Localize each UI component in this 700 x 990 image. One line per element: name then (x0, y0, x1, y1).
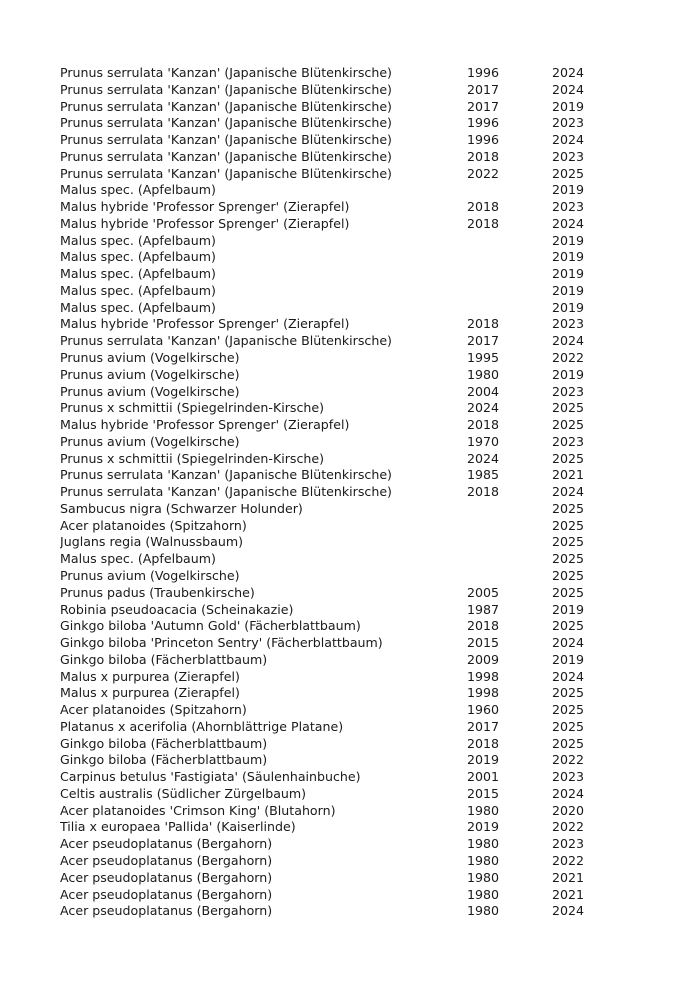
year-cell: 2022 (552, 819, 585, 835)
species-cell: Prunus serrulata 'Kanzan' (Japanische Blütenkirsche) (60, 148, 392, 164)
year-cell: 2025 (552, 165, 585, 181)
species-cell: Tilia x europaea 'Pallida' (Kaiserlinde) (60, 819, 296, 835)
species-cell: Prunus avium (Vogelkirsche) (60, 366, 240, 382)
planted-year-cell: 2022 (467, 165, 500, 181)
table-row (60, 903, 620, 920)
year-cell: 2023 (552, 316, 585, 332)
table-row (60, 417, 620, 434)
year-cell: 2024 (552, 333, 585, 349)
planted-year-cell: 2018 (467, 417, 500, 433)
year-cell: 2025 (552, 702, 585, 718)
planted-year-cell: 2017 (467, 718, 500, 734)
species-cell: Carpinus betulus 'Fastigiata' (Säulenhainbuche) (60, 769, 361, 785)
year-cell: 2025 (552, 500, 585, 516)
planted-year-cell: 2001 (467, 769, 500, 785)
year-cell: 2023 (552, 383, 585, 399)
species-cell: Malus spec. (Apfelbaum) (60, 299, 216, 315)
planted-year-cell: 2004 (467, 383, 500, 399)
species-cell: Prunus serrulata 'Kanzan' (Japanische Blütenkirsche) (60, 98, 392, 114)
species-cell: Prunus serrulata 'Kanzan' (Japanische Blütenkirsche) (60, 467, 392, 483)
year-cell: 2019 (552, 249, 585, 265)
planted-year-cell: 1998 (467, 668, 500, 684)
species-cell: Malus hybride 'Professor Sprenger' (Zierapfel) (60, 215, 350, 231)
species-cell: Malus x purpurea (Zierapfel) (60, 685, 240, 701)
year-cell: 2021 (552, 467, 585, 483)
year-cell: 2019 (552, 182, 585, 198)
year-cell: 2024 (552, 215, 585, 231)
year-cell: 2025 (552, 534, 585, 550)
year-cell: 2021 (552, 886, 585, 902)
species-cell: Acer platanoides 'Crimson King' (Blutahorn) (60, 802, 336, 818)
species-cell: Platanus x acerifolia (Ahornblättrige Platane) (60, 718, 344, 734)
table-row (60, 115, 620, 132)
species-cell: Sambucus nigra (Schwarzer Holunder) (60, 500, 303, 516)
species-cell: Prunus padus (Traubenkirsche) (60, 584, 255, 600)
planted-year-cell: 2018 (467, 316, 500, 332)
year-cell: 2023 (552, 199, 585, 215)
table-row (60, 534, 620, 551)
species-cell: Prunus serrulata 'Kanzan' (Japanische Blütenkirsche) (60, 81, 392, 97)
table-row (60, 702, 620, 719)
planted-year-cell: 2017 (467, 98, 500, 114)
species-cell: Prunus serrulata 'Kanzan' (Japanische Blütenkirsche) (60, 165, 392, 181)
species-cell: Malus spec. (Apfelbaum) (60, 182, 216, 198)
planted-year-cell: 1995 (467, 350, 500, 366)
table-row (60, 551, 620, 568)
table-row (60, 836, 620, 853)
species-cell: Ginkgo biloba 'Princeton Sentry' (Fächerblattbaum) (60, 635, 383, 651)
species-cell: Prunus x schmittii (Spiegelrinden-Kirsche) (60, 450, 325, 466)
table-row (60, 182, 620, 199)
planted-year-cell: 2018 (467, 484, 500, 500)
year-cell: 2025 (552, 685, 585, 701)
table-row (60, 283, 620, 300)
table-row (60, 149, 620, 166)
table-row (60, 484, 620, 501)
species-cell: Celtis australis (Südlicher Zürgelbaum) (60, 785, 307, 801)
table-row (60, 669, 620, 686)
species-cell: Prunus serrulata 'Kanzan' (Japanische Blütenkirsche) (60, 115, 392, 131)
planted-year-cell: 1980 (467, 886, 500, 902)
table-row (60, 400, 620, 417)
table-row (60, 819, 620, 836)
species-cell: Acer platanoides (Spitzahorn) (60, 702, 247, 718)
year-cell: 2024 (552, 484, 585, 500)
table-row (60, 501, 620, 518)
planted-year-cell: 2017 (467, 81, 500, 97)
year-cell: 2024 (552, 65, 585, 80)
table-row (60, 652, 620, 669)
species-cell: Malus spec. (Apfelbaum) (60, 551, 216, 567)
table-row (60, 769, 620, 786)
table-row (60, 367, 620, 384)
table-row (60, 585, 620, 602)
table-row (60, 853, 620, 870)
planted-year-cell: 1985 (467, 467, 500, 483)
species-cell: Malus spec. (Apfelbaum) (60, 266, 216, 282)
species-cell: Malus spec. (Apfelbaum) (60, 232, 216, 248)
year-cell: 2025 (552, 718, 585, 734)
planted-year-cell: 1980 (467, 903, 500, 919)
year-cell: 2024 (552, 81, 585, 97)
table-row (60, 451, 620, 468)
table-row (60, 199, 620, 216)
year-cell: 2025 (552, 551, 585, 567)
species-cell: Prunus serrulata 'Kanzan' (Japanische Blütenkirsche) (60, 65, 392, 80)
table-row (60, 233, 620, 250)
year-cell: 2020 (552, 802, 585, 818)
species-cell: Juglans regia (Walnussbaum) (60, 534, 244, 550)
species-cell: Acer pseudoplatanus (Bergahorn) (60, 836, 273, 852)
tree-table (60, 65, 620, 920)
species-cell: Acer pseudoplatanus (Bergahorn) (60, 903, 273, 919)
species-cell: Prunus avium (Vogelkirsche) (60, 567, 240, 583)
year-cell: 2025 (552, 417, 585, 433)
planted-year-cell: 2019 (467, 819, 500, 835)
planted-year-cell: 1980 (467, 366, 500, 382)
species-cell: Malus spec. (Apfelbaum) (60, 282, 216, 298)
planted-year-cell: 2018 (467, 618, 500, 634)
year-cell: 2024 (552, 668, 585, 684)
species-cell: Acer pseudoplatanus (Bergahorn) (60, 886, 273, 902)
species-cell: Robinia pseudoacacia (Scheinakazie) (60, 601, 294, 617)
table-row (60, 635, 620, 652)
table-row (60, 736, 620, 753)
planted-year-cell: 1980 (467, 852, 500, 868)
species-cell: Prunus serrulata 'Kanzan' (Japanische Blütenkirsche) (60, 333, 392, 349)
planted-year-cell: 2024 (467, 450, 500, 466)
year-cell: 2019 (552, 98, 585, 114)
year-cell: 2025 (552, 735, 585, 751)
planted-year-cell: 1970 (467, 433, 500, 449)
table-row (60, 384, 620, 401)
species-cell: Ginkgo biloba (Fächerblattbaum) (60, 735, 268, 751)
table-row (60, 568, 620, 585)
planted-year-cell: 1980 (467, 869, 500, 885)
planted-year-cell: 2015 (467, 785, 500, 801)
year-cell: 2024 (552, 635, 585, 651)
species-cell: Prunus avium (Vogelkirsche) (60, 383, 240, 399)
table-row (60, 266, 620, 283)
species-cell: Prunus avium (Vogelkirsche) (60, 433, 240, 449)
species-cell: Prunus serrulata 'Kanzan' (Japanische Blütenkirsche) (60, 484, 392, 500)
year-cell: 2023 (552, 836, 585, 852)
planted-year-cell: 1980 (467, 836, 500, 852)
year-cell: 2021 (552, 869, 585, 885)
year-cell: 2019 (552, 601, 585, 617)
table-row (60, 719, 620, 736)
species-cell: Acer pseudoplatanus (Bergahorn) (60, 852, 273, 868)
species-cell: Prunus avium (Vogelkirsche) (60, 350, 240, 366)
planted-year-cell: 1996 (467, 115, 500, 131)
planted-year-cell: 2024 (467, 400, 500, 416)
species-cell: Malus hybride 'Professor Sprenger' (Zierapfel) (60, 417, 350, 433)
year-cell: 2019 (552, 266, 585, 282)
planted-year-cell: 1980 (467, 802, 500, 818)
planted-year-cell: 2015 (467, 635, 500, 651)
year-cell: 2019 (552, 282, 585, 298)
table-row (60, 132, 620, 149)
year-cell: 2024 (552, 903, 585, 919)
species-cell: Ginkgo biloba (Fächerblattbaum) (60, 651, 268, 667)
table-row (60, 752, 620, 769)
planted-year-cell: 2017 (467, 333, 500, 349)
table-row (60, 82, 620, 99)
table-row (60, 870, 620, 887)
year-cell: 2025 (552, 450, 585, 466)
planted-year-cell: 2019 (467, 752, 500, 768)
year-cell: 2022 (552, 852, 585, 868)
planted-year-cell: 1998 (467, 685, 500, 701)
table-row (60, 300, 620, 317)
species-cell: Ginkgo biloba 'Autumn Gold' (Fächerblattbaum) (60, 618, 361, 634)
planted-year-cell: 2005 (467, 584, 500, 600)
year-cell: 2023 (552, 769, 585, 785)
species-cell: Prunus serrulata 'Kanzan' (Japanische Blütenkirsche) (60, 132, 392, 148)
table-row (60, 166, 620, 183)
table-row (60, 65, 620, 82)
year-cell: 2019 (552, 651, 585, 667)
table-row (60, 333, 620, 350)
planted-year-cell: 1987 (467, 601, 500, 617)
species-cell: Ginkgo biloba (Fächerblattbaum) (60, 752, 268, 768)
table-row (60, 434, 620, 451)
planted-year-cell: 2018 (467, 148, 500, 164)
year-cell: 2024 (552, 785, 585, 801)
species-cell: Acer platanoides (Spitzahorn) (60, 517, 247, 533)
table-row (60, 316, 620, 333)
planted-year-cell: 2018 (467, 215, 500, 231)
year-cell: 2019 (552, 299, 585, 315)
year-cell: 2022 (552, 350, 585, 366)
year-cell: 2023 (552, 115, 585, 131)
species-cell: Malus x purpurea (Zierapfel) (60, 668, 240, 684)
year-cell: 2025 (552, 400, 585, 416)
planted-year-cell: 2018 (467, 199, 500, 215)
species-cell: Malus spec. (Apfelbaum) (60, 249, 216, 265)
table-row (60, 467, 620, 484)
planted-year-cell: 1960 (467, 702, 500, 718)
planted-year-cell: 1996 (467, 65, 500, 80)
table-row (60, 803, 620, 820)
year-cell: 2023 (552, 433, 585, 449)
year-cell: 2025 (552, 567, 585, 583)
species-cell: Malus hybride 'Professor Sprenger' (Zierapfel) (60, 316, 350, 332)
year-cell: 2022 (552, 752, 585, 768)
year-cell: 2025 (552, 584, 585, 600)
table-row (60, 602, 620, 619)
year-cell: 2019 (552, 366, 585, 382)
table-row (60, 618, 620, 635)
table-row (60, 685, 620, 702)
table-row (60, 887, 620, 904)
table-row (60, 249, 620, 266)
species-cell: Prunus x schmittii (Spiegelrinden-Kirsche) (60, 400, 325, 416)
table-row (60, 99, 620, 116)
year-cell: 2025 (552, 618, 585, 634)
year-cell: 2023 (552, 148, 585, 164)
planted-year-cell: 2018 (467, 735, 500, 751)
year-cell: 2025 (552, 517, 585, 533)
species-cell: Acer pseudoplatanus (Bergahorn) (60, 869, 273, 885)
table-row (60, 216, 620, 233)
planted-year-cell: 1996 (467, 132, 500, 148)
species-cell: Malus hybride 'Professor Sprenger' (Zierapfel) (60, 199, 350, 215)
year-cell: 2024 (552, 132, 585, 148)
table-row (60, 786, 620, 803)
planted-year-cell: 2009 (467, 651, 500, 667)
table-row (60, 350, 620, 367)
year-cell: 2019 (552, 232, 585, 248)
table-row (60, 518, 620, 535)
